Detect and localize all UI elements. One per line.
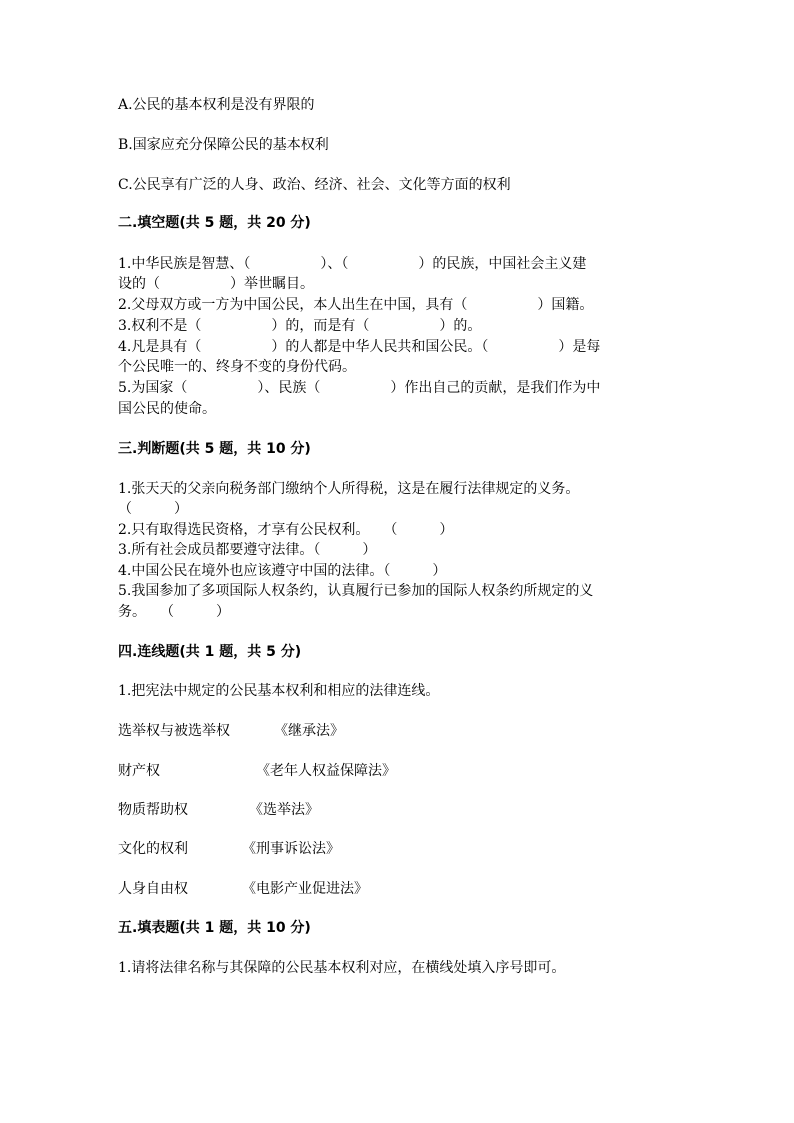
true-false-line: 3.所有社会成员都要遵守法律。（ ） <box>118 542 377 558</box>
true-false-line: 5.我国参加了多项国际人权条约，认真履行已参加的国际人权条约所规定的义 <box>118 583 594 599</box>
matching-left-item: 人身自由权 <box>118 881 188 897</box>
matching-left-item: 财产权 <box>118 763 160 779</box>
fill-blank-line: 2.父母双方或一方为中国公民，本人出生在中国，具有（ ）国籍。 <box>118 297 594 313</box>
fill-blank-line: 3.权利不是（ ）的，而是有（ ）的。 <box>118 318 482 334</box>
matching-question: 1.把宪法中规定的公民基本权利和相应的法律连线。 <box>118 683 440 699</box>
matching-right-item: 《继承法》 <box>274 723 344 739</box>
section-heading-true-false: 三.判断题(共 5 题，共 10 分) <box>118 441 311 457</box>
section-heading-fill-blank: 二.填空题(共 5 题，共 20 分) <box>118 215 311 231</box>
fill-blank-line: 国公民的使命。 <box>118 401 216 417</box>
option-c: C.公民享有广泛的人身、政治、经济、社会、文化等方面的权利 <box>118 177 511 193</box>
matching-right-item: 《电影产业促进法》 <box>242 881 368 897</box>
matching-right-item: 《刑事诉讼法》 <box>242 841 340 857</box>
section-heading-matching: 四.连线题(共 1 题，共 5 分) <box>118 644 302 660</box>
matching-left-item: 选举权与被选举权 <box>118 723 230 739</box>
section-heading-fill-table: 五.填表题(共 1 题，共 10 分) <box>118 920 311 936</box>
matching-left-item: 物质帮助权 <box>118 802 188 818</box>
option-b: B.国家应充分保障公民的基本权利 <box>118 137 329 153</box>
true-false-line: 1.张天天的父亲向税务部门缴纳个人所得税，这是在履行法律规定的义务。 <box>118 481 580 497</box>
matching-right-item: 《老年人权益保障法》 <box>256 763 396 779</box>
fill-blank-line: 5.为国家（ ）、民族（ ）作出自己的贡献，是我们作为中 <box>118 380 601 396</box>
matching-right-item: 《选举法》 <box>249 802 319 818</box>
fill-blank-line: 个公民唯一的、终身不变的身份代码。 <box>118 359 356 375</box>
fill-blank-line: 1.中华民族是智慧、（ ）、（ ）的民族，中国社会主义建 <box>118 256 587 272</box>
fill-table-question: 1.请将法律名称与其保障的公民基本权利对应，在横线处填入序号即可。 <box>118 960 566 976</box>
fill-blank-line: 4.凡是具有（ ）的人都是中华人民共和国公民。（ ）是每 <box>118 339 601 355</box>
true-false-line: （ ） <box>118 501 188 517</box>
matching-left-item: 文化的权利 <box>118 841 188 857</box>
option-a: A.公民的基本权利是没有界限的 <box>118 97 315 113</box>
true-false-line: 4.中国公民在境外也应该遵守中国的法律。（ ） <box>118 563 447 579</box>
true-false-line: 务。 （ ） <box>118 604 230 620</box>
true-false-line: 2.只有取得选民资格，才享有公民权利。 （ ） <box>118 522 454 538</box>
fill-blank-line: 设的（ ）举世瞩目。 <box>118 276 314 292</box>
